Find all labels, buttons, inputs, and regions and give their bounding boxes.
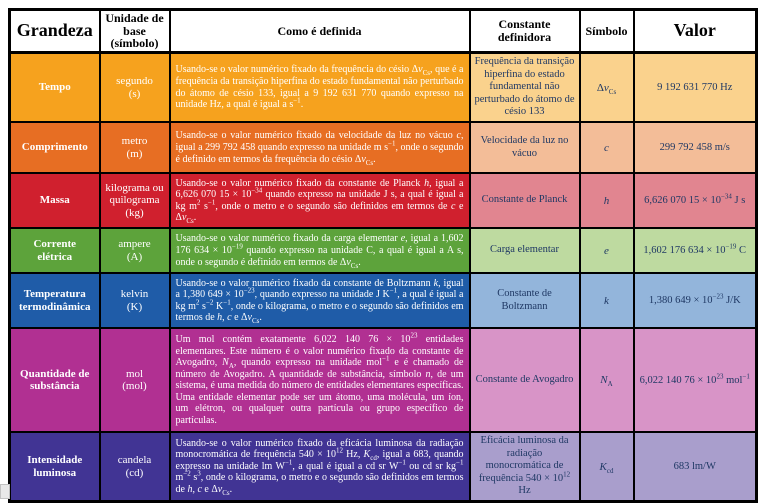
cell-grandeza: Corrente elétrica — [10, 228, 100, 273]
unit-symbol: (cd) — [125, 466, 144, 479]
table-row-temperatura — [10, 273, 757, 328]
si-base-units-table — [8, 8, 758, 503]
cell-unit — [100, 228, 170, 273]
cell-constant: Constante de Planck — [470, 173, 580, 228]
cell-symbol: c — [580, 122, 634, 173]
cell-symbol: $\Delta\nu_{Cs}$ — [580, 52, 634, 122]
unit-name: kelvin — [120, 288, 149, 301]
cell-unit — [100, 328, 170, 432]
unit-name: mol — [125, 367, 144, 380]
unit-symbol: (K) — [126, 300, 143, 313]
cell-value: 299 792 458 m/s — [634, 122, 757, 173]
table-row-tempo — [10, 52, 757, 122]
table-row-intensidade-luminosa — [10, 432, 757, 501]
header-definicao: Como é definida — [170, 10, 470, 53]
cell-symbol: k — [580, 273, 634, 328]
unit-symbol: (s) — [128, 87, 141, 100]
cell-unit — [100, 173, 170, 228]
cell-constant: Carga elementar — [470, 228, 580, 273]
cell-unit — [100, 122, 170, 173]
unit-symbol: (kg) — [125, 207, 144, 220]
cell-definition: Usando-se o valor numérico fixado da carga elementar e, igual a 1,602 176 $634 \times 10^{-19}$ quando expresso na unidade C, a qual é igual a A s, onde o segundo é definido em termos de $\Delta\nu_{Cs}$. — [170, 228, 470, 273]
cell-value: 6,626 070 $15 \times 10^{-34}$ J s — [634, 173, 757, 228]
cell-value: 1,602 176 $634 \times 10^{-19}$ C — [634, 228, 757, 273]
cell-definition: Usando-se o valor numérico fixado da velocidade da luz no vácuo c, igual a 299 792 458 quando expresso na unidade m $s^{-1}$, onde o segundo é definido em termos da frequência do césio $\Delta\nu_{Cs}$. — [170, 122, 470, 173]
cell-symbol: $N_A$ — [580, 328, 634, 432]
cell-definition: Um mol contém exatamente 6,022 140 $76 \times 10^{23}$ entidades elementares. Este número é o valor numérico fixado da constante de Avogadro, $N_A$, quando expresso na unidade mol$^{-1}$ e é chamado de número de Avogadro. A quantidade de substância, símbolo n, de um sistema, é uma medida do número de entidades elementares específicas. Uma entidade elementar pode ser um átomo, uma molécula, um íon, um elétron, ou qualquer outra partícula ou grupo específico de partículas. — [170, 328, 470, 432]
cell-symbol: $K_{cd}$ — [580, 432, 634, 501]
cell-constant: Frequência da transição hiperfina do estado fundamental não perturbado do átomo de césio 133 — [470, 52, 580, 122]
cell-constant: Constante de Avogadro — [470, 328, 580, 432]
cell-definition: Usando-se o valor numérico fixado da constante de Boltzmann k, igual a 1,380 $649 \times 10^{-23}$, quando expresso na unidade J $K^{-1}$, a qual é igual a kg $m^2$ $s^{-2}$ $K^{-1}$, onde o kilograma, o metro e o segundo são definidos em termos de h, c e $\Delta\nu_{Cs}$. — [170, 273, 470, 328]
table-row-quantidade-substancia — [10, 328, 757, 432]
cell-grandeza: Intensidade luminosa — [10, 432, 100, 501]
scrollbar-fragment — [0, 484, 10, 499]
header-valor: Valor — [634, 10, 757, 53]
cell-grandeza: Comprimento — [10, 122, 100, 173]
header-simbolo: Símbolo — [580, 10, 634, 53]
table-row-corrente-eletrica — [10, 228, 757, 273]
unit-name: candela — [117, 453, 152, 466]
unit-name: metro — [121, 135, 148, 148]
cell-constant: Velocidade da luz no vácuo — [470, 122, 580, 173]
cell-unit — [100, 52, 170, 122]
cell-grandeza: Temperatura termodinâmica — [10, 273, 100, 328]
header-unidade: Unidade de base (símbolo) — [100, 10, 170, 53]
cell-value: 9 192 631 770 Hz — [634, 52, 757, 122]
cell-grandeza: Quantidade de substância — [10, 328, 100, 432]
unit-symbol: (mol) — [122, 380, 147, 393]
cell-definition: Usando-se o valor numérico fixado da eficácia luminosa da radiação monocromática de frequência $540 \times 10^{12}$ Hz, $K_{cd}$, igual a 683, quando expresso na unidade lm $W^{-1}$, a qual é igual a cd sr $W^{-1}$ ou cd sr $kg^{-1}$ $m^{-2}$ $s^3$, onde o kilograma, o metro e o segundo são definidos em termos de h, c e $\Delta\nu_{Cs}$. — [170, 432, 470, 501]
unit-symbol: (m) — [126, 147, 143, 160]
cell-constant: Constante de Boltzmann — [470, 273, 580, 328]
cell-value: 683 lm/W — [634, 432, 757, 501]
cell-grandeza: Tempo — [10, 52, 100, 122]
cell-value: 1,380 $649 \times 10^{-23}$ J/K — [634, 273, 757, 328]
unit-name: kilograma ou quilograma — [105, 181, 164, 207]
cell-unit — [100, 432, 170, 501]
cell-unit — [100, 273, 170, 328]
cell-symbol: h — [580, 173, 634, 228]
cell-definition: Usando-se o valor numérico fixado da constante de Planck h, igual a 6,626 070 $15 \times 10^{-34}$ quando expresso na unidade J s, a qual é igual a kg $m^2$ $s^{-1}$, onde o metro e o segundo são definidos em termos de c e $\Delta\nu_{Cs}$. — [170, 173, 470, 228]
header-constante: Constante definidora — [470, 10, 580, 53]
unit-symbol: (A) — [126, 250, 143, 263]
header-row — [10, 10, 757, 53]
header-grandeza: Grandeza — [10, 10, 100, 53]
cell-definition: Usando-se o valor numérico fixado da frequência do césio $\Delta\nu_{Cs}$, que é a frequência da transição hiperfina do estado fundamental não perturbado do átomo de césio 133, igual a 9 192 631 770 quando expresso na unidade Hz, a qual é igual a $s^{-1}$. — [170, 52, 470, 122]
cell-grandeza: Massa — [10, 173, 100, 228]
table-row-massa — [10, 173, 757, 228]
unit-name: ampere — [118, 238, 151, 251]
table-row-comprimento — [10, 122, 757, 173]
unit-name: segundo — [116, 74, 153, 87]
cell-symbol: e — [580, 228, 634, 273]
cell-value: 6,022 140 $76 \times 10^{23}$ mol$^{-1}$ — [634, 328, 757, 432]
cell-constant: Eficácia luminosa da radiação monocromática de frequência $540 \times 10^{12}$ Hz — [470, 432, 580, 501]
